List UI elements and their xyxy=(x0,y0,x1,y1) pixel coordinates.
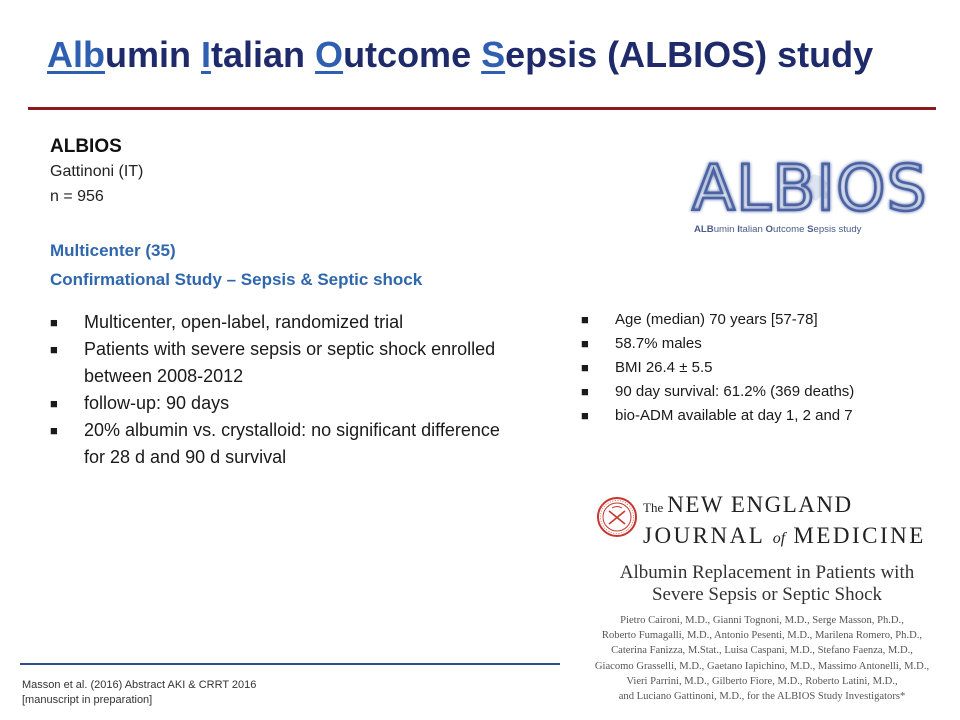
design-bullet-list xyxy=(50,309,520,471)
footnote xyxy=(22,678,256,708)
logo-tagline-part: ALB xyxy=(694,224,714,235)
nejm-authors xyxy=(567,613,957,704)
logo-tagline-part: talian xyxy=(739,224,766,235)
study-design xyxy=(50,236,422,294)
title-text: epsis (ALBIOS) study xyxy=(505,34,874,75)
author-line: Giacomo Grasselli, M.D., Gaetano Iapichino, M.D., Massimo Antonelli, M.D., xyxy=(594,660,930,672)
square-bullet-icon: ■ xyxy=(581,360,589,375)
list-item: ■ 58.7% males xyxy=(581,332,941,356)
title-text: umin xyxy=(105,34,201,75)
list-item: ■ 20% albumin vs. crystalloid: no significant difference for 28 d and 90 d survival xyxy=(50,417,520,471)
square-bullet-icon: ■ xyxy=(50,423,58,438)
list-item: ■ Age (median) 70 years [57-78] xyxy=(581,308,941,332)
nejm-medicine: MEDICINE xyxy=(793,523,926,548)
square-bullet-icon: ■ xyxy=(581,384,589,399)
author-line: Roberto Fumagalli, M.D., Antonio Pesenti, M.D., Marilena Romero, Ph.D., xyxy=(601,630,923,642)
nejm-the: The xyxy=(643,500,664,515)
title-acronym-letter: I xyxy=(201,34,212,75)
logo-tagline-part: I xyxy=(737,224,740,235)
title-text: talian xyxy=(211,34,316,75)
logo-tagline-part: O xyxy=(765,224,773,235)
slide-title xyxy=(47,34,873,76)
nejm-seal-icon xyxy=(596,496,638,538)
list-item: ■ bio-ADM available at day 1, 2 and 7 xyxy=(581,404,941,428)
author-line: Caterina Fanizza, M.Stat., Luisa Caspani, M.D., Stefano Faenza, M.D., xyxy=(611,645,913,657)
logo-tagline-part: S xyxy=(807,224,814,235)
logo-wordmark: ALBIOS xyxy=(692,152,928,225)
title-acronym-letter: S xyxy=(481,34,506,75)
list-item: ■ Multicenter, open-label, randomized trial xyxy=(50,309,520,336)
title-acronym-letter: Alb xyxy=(47,34,105,75)
square-bullet-icon: ■ xyxy=(50,342,58,357)
cohort-bullet-list xyxy=(581,308,941,428)
list-item: ■ BMI 26.4 ± 5.5 xyxy=(581,356,941,380)
study-name: ALBIOS xyxy=(50,136,122,157)
author-line: Pietro Caironi, M.D., Gianni Tognoni, M.D., Serge Masson, Ph.D., xyxy=(620,615,904,626)
footnote-status: [manuscript in preparation] xyxy=(22,694,153,706)
study-sample-size: n = 956 xyxy=(50,188,104,205)
footer-divider xyxy=(20,663,560,665)
square-bullet-icon: ■ xyxy=(581,312,589,327)
study-investigator: Gattinoni (IT) xyxy=(50,163,144,180)
study-info xyxy=(50,135,143,209)
logo-tagline-part: epsis study xyxy=(813,224,862,235)
author-line: Vieri Parrini, M.D., Gilberto Fiore, M.D., Roberto Latini, M.D., xyxy=(626,675,898,687)
title-acronym-letter: O xyxy=(315,34,344,75)
square-bullet-icon: ■ xyxy=(50,315,58,330)
list-item: ■ Patients with severe sepsis or septic shock enrolled between 2008-2012 xyxy=(50,336,520,390)
footnote-citation: Masson et al. (2016) Abstract AKI & CRRT 2016 xyxy=(22,679,257,691)
nejm-of: of xyxy=(772,530,786,547)
square-bullet-icon: ■ xyxy=(50,396,58,411)
nejm-line1: NEW ENGLAND xyxy=(667,492,853,517)
square-bullet-icon: ■ xyxy=(581,336,589,351)
logo-tagline xyxy=(694,224,862,235)
nejm-journal: JOURNAL xyxy=(643,523,765,548)
logo-tagline-part: umin xyxy=(713,224,738,235)
list-item: ■ follow-up: 90 days xyxy=(50,390,520,417)
nejm-masthead xyxy=(643,492,926,554)
albios-logo xyxy=(688,148,936,238)
study-centers: Multicenter (35) xyxy=(50,241,176,260)
author-line: and Luciano Gattinoni, M.D., for the ALBIOS Study Investigators* xyxy=(618,691,906,703)
logo-tagline-part: utcome xyxy=(772,224,808,235)
title-divider xyxy=(28,107,936,110)
study-type: Confirmational Study – Sepsis & Septic shock xyxy=(50,270,423,289)
nejm-article-title: Albumin Replacement in Patients with Severe Sepsis or Septic Shock xyxy=(619,562,915,605)
list-item: ■ 90 day survival: 61.2% (369 deaths) xyxy=(581,380,941,404)
square-bullet-icon: ■ xyxy=(581,408,589,423)
title-text: utcome xyxy=(343,34,482,75)
